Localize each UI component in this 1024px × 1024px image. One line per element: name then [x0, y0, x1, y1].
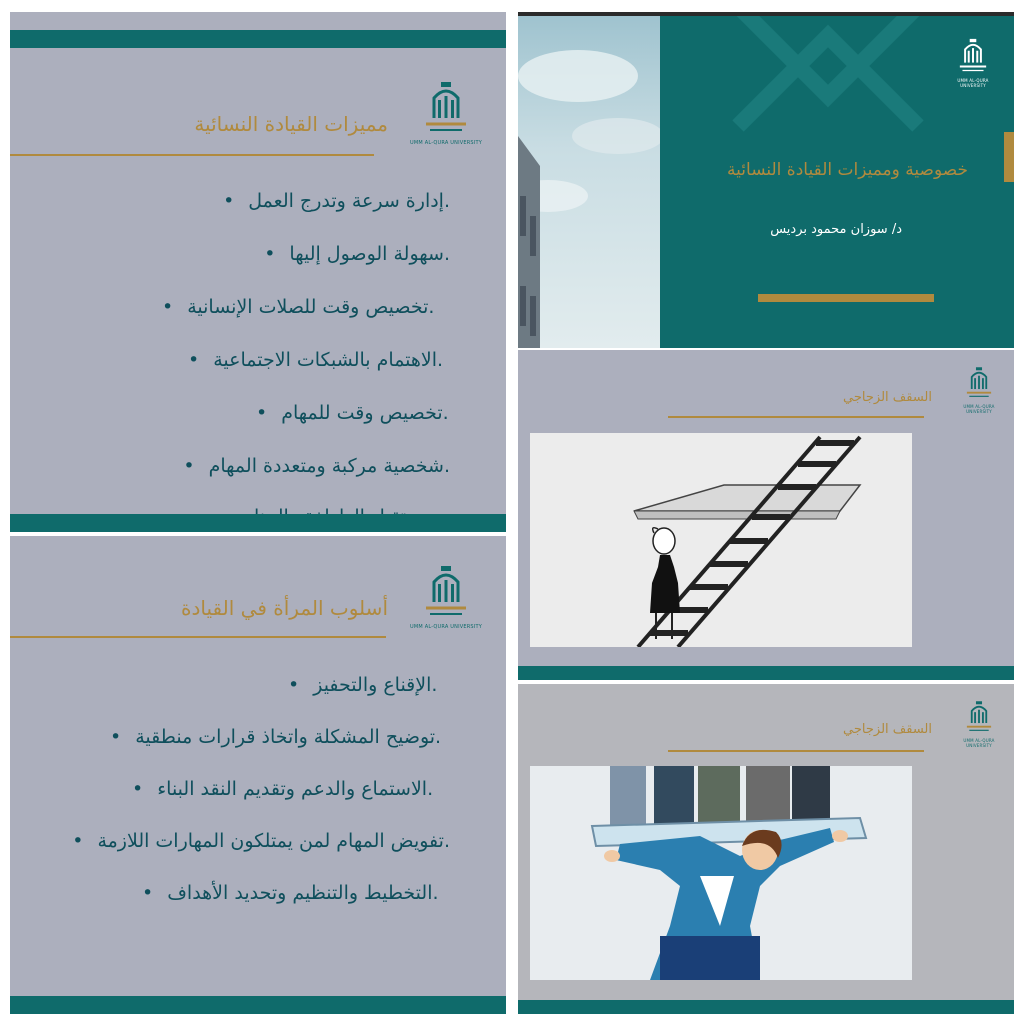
slide-bottom-bar	[10, 996, 506, 1014]
logo-caption: UMM AL-QURA UNIVERSITY	[410, 140, 482, 146]
bullet-dot-icon: •	[72, 830, 84, 852]
logo-caption: UMM AL-QURA UNIVERSITY	[410, 624, 482, 630]
slide-glass-ceiling-ladder	[518, 350, 1014, 680]
ladder-cartoon-image	[530, 433, 912, 647]
title-underline	[10, 636, 386, 638]
bullet-dot-icon: •	[256, 402, 268, 424]
bullet-dot-icon: •	[188, 349, 200, 371]
slide-title: السقف الزجاجي	[843, 722, 932, 737]
title-underline	[668, 416, 924, 418]
slide-women-leadership-style	[10, 536, 506, 1014]
style-list	[72, 674, 450, 934]
slide-glass-ceiling-carrying	[518, 684, 1014, 1014]
slide-women-leadership-features	[10, 12, 506, 532]
list-item: .تفويض المهام لمن يمتلكون المهارات اللازمة•	[72, 830, 450, 852]
logo-caption: UMM AL-QURA UNIVERSITY	[963, 404, 995, 414]
list-item: .سهولة الوصول إليها•	[264, 243, 450, 265]
list-item: .تخصيص وقت للصلات الإنسانية•	[162, 296, 435, 318]
slide-title: أسلوب المرأة في القيادة	[181, 596, 388, 620]
feature-list	[140, 190, 450, 508]
university-logo-icon	[408, 78, 484, 150]
bullet-dot-icon: •	[142, 882, 154, 904]
list-item: .إدارة سرعة وتدرج العمل•	[223, 190, 450, 212]
slide-top-bar	[10, 30, 506, 48]
bullet-dot-icon: •	[183, 455, 195, 477]
slide-title: مميزات القيادة النسائية	[194, 112, 388, 136]
university-logo-icon	[948, 36, 998, 90]
bullet-dot-icon: •	[288, 674, 300, 696]
logo-caption: UMM AL-QURA UNIVERSITY	[957, 78, 989, 88]
sky-building-photo	[518, 16, 660, 348]
bullet-dot-icon: •	[110, 726, 122, 748]
university-logo-icon	[956, 364, 1002, 414]
university-logo-icon	[408, 562, 484, 634]
list-item: .تخصيص وقت للمهام•	[256, 402, 449, 424]
gold-bottom-bar	[758, 294, 934, 302]
list-item: .شخصية مركبة ومتعددة المهام•	[183, 455, 450, 477]
list-item: .توضيح المشكلة واتخاذ قرارات منطقية•	[110, 726, 442, 748]
title-underline	[668, 750, 924, 752]
slide-bottom-bar	[10, 514, 506, 532]
bullet-dot-icon: •	[223, 190, 235, 212]
slide-bottom-bar	[518, 666, 1014, 680]
list-item: .الإقناع والتحفيز•	[288, 674, 438, 696]
list-item: .التخطيط والتنظيم وتحديد الأهداف•	[142, 882, 439, 904]
gold-side-tab	[1004, 132, 1014, 182]
title-slide	[518, 12, 1014, 348]
geometric-pattern	[718, 16, 938, 146]
title-underline	[10, 154, 374, 156]
author-name: د/ سوزان محمود برديس	[770, 222, 902, 237]
bullet-dot-icon: •	[264, 243, 276, 265]
list-item: .الاهتمام بالشبكات الاجتماعية•	[188, 349, 444, 371]
university-logo-icon	[956, 698, 1002, 748]
bullet-dot-icon: •	[132, 778, 144, 800]
bullet-dot-icon: •	[162, 296, 174, 318]
slide-title: السقف الزجاجي	[843, 390, 932, 405]
list-item: .الاستماع والدعم وتقديم النقد البناء•	[132, 778, 434, 800]
woman-carrying-glass-image	[530, 766, 912, 980]
presentation-title: خصوصية ومميزات القيادة النسائية	[727, 160, 968, 180]
logo-caption: UMM AL-QURA UNIVERSITY	[963, 738, 995, 748]
slide-bottom-bar	[518, 1000, 1014, 1014]
